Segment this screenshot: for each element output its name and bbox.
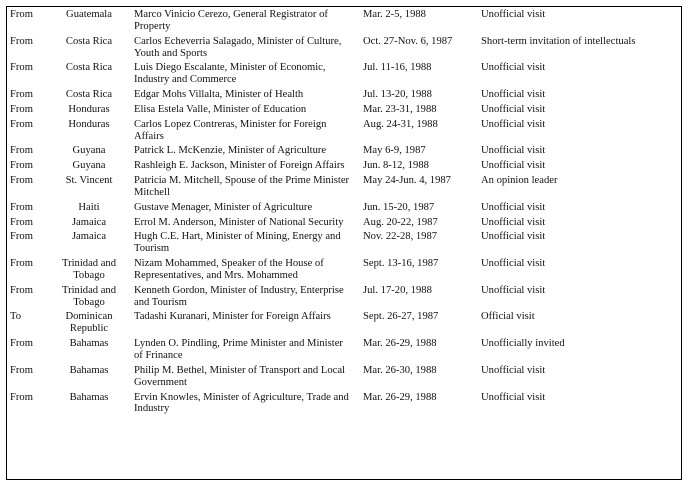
purpose-cell: Unofficial visit (481, 103, 546, 115)
direction-cell: To (10, 311, 22, 323)
table-row (8, 392, 680, 419)
table-row (8, 104, 680, 119)
purpose-cell: Unofficial visit (481, 201, 546, 213)
visitor-cell: Marco Vinicio Cerezo, General Registrator of Property (134, 9, 328, 32)
visits-table (8, 9, 680, 418)
country-cell: Bahamas (69, 391, 109, 403)
direction-cell: From (10, 258, 33, 269)
direction-cell: From (10, 89, 33, 101)
visitor-cell: Edgar Mohs Villalta, Minister of Health (134, 89, 304, 101)
direction-cell: From (10, 201, 33, 213)
date-cell: Jun. 8-12, 1988 (363, 160, 429, 172)
direction-cell: From (10, 118, 33, 130)
visitor-cell: Nizam Mohammed, Speaker of the House of Representatives, and Mrs. Mohammed (134, 258, 324, 281)
direction-cell: From (10, 9, 33, 20)
date-cell: Mar. 26-29, 1988 (363, 391, 437, 403)
purpose-cell: Unofficial visit (481, 284, 546, 296)
date-cell: Mar. 23-31, 1988 (363, 103, 437, 115)
country-cell: Honduras (68, 118, 110, 130)
visitor-cell: Gustave Menager, Minister of Agriculture (134, 201, 313, 213)
table-row (8, 231, 680, 258)
visits-table-body (8, 9, 680, 418)
date-cell: Jun. 15-20, 1987 (363, 201, 435, 213)
date-cell: Mar. 2-5, 1988 (363, 9, 426, 20)
table-row (8, 175, 680, 202)
table-row (8, 365, 680, 392)
visitor-cell: Carlos Echeverria Salagado, Minister of Culture, Youth and Sports (134, 35, 342, 59)
direction-cell: From (10, 160, 33, 172)
visitor-cell: Hugh C.E. Hart, Minister of Mining, Energy and Tourism (134, 231, 341, 255)
country-cell: Costa Rica (65, 35, 113, 47)
purpose-cell: Unofficial visit (481, 391, 546, 403)
table-row (8, 9, 680, 36)
direction-cell: From (10, 391, 33, 403)
date-cell: Jul. 11-16, 1988 (363, 62, 432, 74)
date-cell: May 6-9, 1987 (363, 145, 426, 157)
purpose-cell: Unofficial visit (481, 145, 546, 157)
date-cell: Mar. 26-30, 1988 (363, 364, 437, 376)
visitor-cell: Tadashi Kuranari, Minister for Foreign Affairs (134, 311, 331, 323)
table-row (8, 202, 680, 217)
direction-cell: From (10, 145, 33, 157)
country-cell: Bahamas (69, 364, 109, 376)
table-row (8, 338, 680, 365)
date-cell: Sept. 26-27, 1987 (363, 311, 439, 323)
direction-cell: From (10, 62, 33, 74)
table-row (8, 160, 680, 175)
direction-cell: From (10, 175, 33, 186)
visitor-cell: Kenneth Gordon, Minister of Industry, Enterprise and Tourism (134, 284, 344, 308)
direction-cell: From (10, 231, 33, 243)
table-row (8, 285, 680, 312)
table-row (8, 145, 680, 160)
direction-cell: From (10, 216, 33, 228)
table-row (8, 119, 680, 146)
purpose-cell: Short-term invitation of intellectuals (481, 35, 636, 47)
purpose-cell: Unofficial visit (481, 216, 546, 228)
purpose-cell: Unofficial visit (481, 89, 546, 101)
direction-cell: From (10, 35, 33, 47)
table-row (8, 62, 680, 89)
date-cell: Jul. 17-20, 1988 (363, 284, 432, 296)
country-cell: Trinidad and Tobago (61, 284, 117, 308)
table-row (8, 217, 680, 232)
visitor-cell: Philip M. Bethel, Minister of Transport and Local Government (134, 364, 345, 388)
date-cell: Sept. 13-16, 1987 (363, 258, 439, 269)
direction-cell: From (10, 284, 33, 296)
country-cell: St. Vincent (65, 175, 113, 186)
direction-cell: From (10, 103, 33, 115)
date-cell: Oct. 27-Nov. 6, 1987 (363, 35, 453, 47)
visitor-cell: Rashleigh E. Jackson, Minister of Foreign Affairs (134, 160, 345, 172)
visitor-cell: Luis Diego Escalante, Minister of Economic, Industry and Commerce (134, 62, 326, 86)
country-cell: Guyana (72, 160, 106, 172)
country-cell: Costa Rica (65, 89, 113, 101)
date-cell: Jul. 13-20, 1988 (363, 89, 432, 101)
country-cell: Dominican Republic (65, 311, 113, 335)
country-cell: Jamaica (71, 231, 107, 243)
table-row (8, 258, 680, 285)
purpose-cell: Unofficial visit (481, 9, 546, 20)
country-cell: Guyana (72, 145, 106, 157)
date-cell: Aug. 24-31, 1988 (363, 118, 438, 130)
date-cell: Aug. 20-22, 1987 (363, 216, 438, 228)
country-cell: Guatemala (66, 9, 112, 20)
table-row (8, 36, 680, 63)
date-cell: May 24-Jun. 4, 1987 (363, 175, 451, 186)
purpose-cell: Unofficial visit (481, 118, 546, 130)
country-cell: Haiti (78, 201, 100, 213)
purpose-cell: Unofficial visit (481, 364, 546, 376)
country-cell: Trinidad and Tobago (61, 258, 117, 281)
purpose-cell: An opinion leader (481, 175, 558, 186)
date-cell: Mar. 26-29, 1988 (363, 338, 437, 350)
visitor-cell: Patricia M. Mitchell, Spouse of the Prime Minister Mitchell (134, 175, 350, 198)
country-cell: Honduras (68, 103, 110, 115)
country-cell: Bahamas (69, 338, 109, 350)
direction-cell: From (10, 364, 33, 376)
visitor-cell: Errol M. Anderson, Minister of National Security (134, 216, 344, 228)
table-row (8, 311, 680, 338)
purpose-cell: Official visit (481, 311, 535, 323)
purpose-cell: Unofficial visit (481, 160, 546, 172)
purpose-cell: Unofficially invited (481, 338, 565, 350)
date-cell: Nov. 22-28, 1987 (363, 231, 438, 243)
purpose-cell: Unofficial visit (481, 231, 546, 243)
visitor-cell: Lynden O. Pindling, Prime Minister and Minister of Frinance (134, 338, 343, 362)
visitor-cell: Patrick L. McKenzie, Minister of Agriculture (134, 145, 327, 157)
visitor-cell: Elisa Estela Valle, Minister of Education (134, 103, 307, 115)
direction-cell: From (10, 338, 33, 350)
visitor-cell: Ervin Knowles, Minister of Agriculture, Trade and Industry (134, 391, 349, 415)
country-cell: Costa Rica (65, 62, 113, 74)
purpose-cell: Unofficial visit (481, 258, 546, 269)
table-row (8, 89, 680, 104)
visitor-cell: Carlos Lopez Contreras, Minister for Foreign Affairs (134, 118, 327, 142)
purpose-cell: Unofficial visit (481, 62, 546, 74)
country-cell: Jamaica (71, 216, 107, 228)
